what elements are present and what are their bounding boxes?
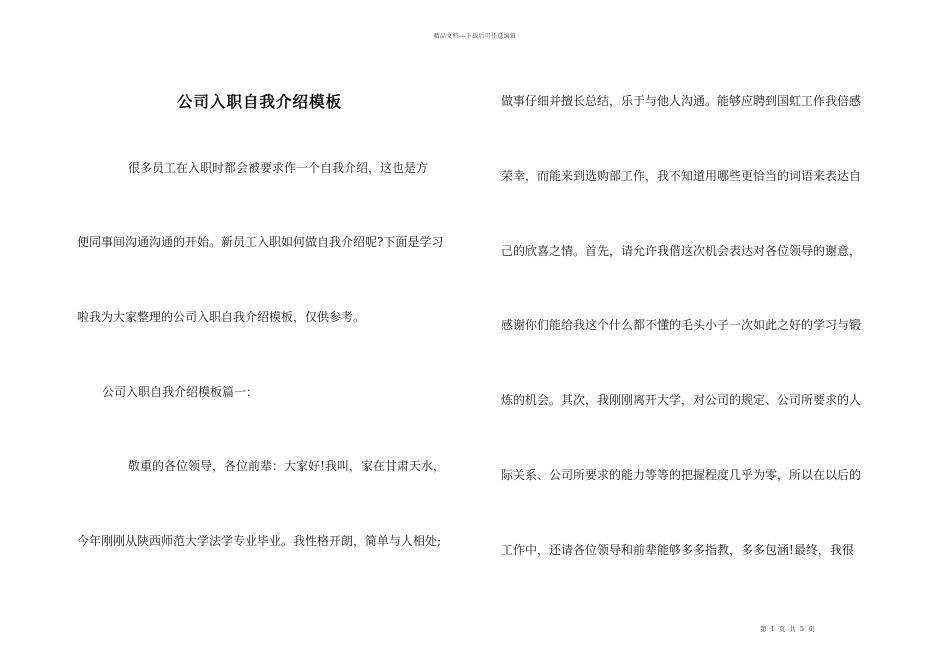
page-number: 第 1 页 共 5 页 xyxy=(760,625,816,633)
right-line-7: 工作中，还请各位领导和前辈能够多多指教，多多包涵!最终，我很 xyxy=(501,543,854,557)
right-line-2: 荣幸，而能来到选购部工作，我不知道用哪些更恰当的词语来表达自 xyxy=(501,169,862,183)
right-line-1: 做事仔细并擅长总结，乐于与他人沟通。能够应聘到国虹工作我倍感 xyxy=(501,94,862,108)
left-line-3: 啦我为大家整理的公司入职自我介绍模板，仅供参考。 xyxy=(77,310,366,324)
document-title: 公司入职自我介绍模板 xyxy=(177,93,343,111)
page-header: 精品文档---下载后可任意编辑 xyxy=(433,33,517,40)
left-section-heading: 公司入职自我介绍模板篇一： xyxy=(102,385,259,399)
right-line-5: 炼的机会。其次，我刚刚离开大学，对公司的规定、公司所要求的人 xyxy=(501,393,862,407)
left-line-2: 便同事间沟通沟通的开始。新员工入职如何做自我介绍呢?下面是学习 xyxy=(77,235,444,249)
left-line-1: 很多员工在入职时都会被要求作一个自我介绍，这也是方 xyxy=(128,161,429,175)
right-line-4: 感谢你们能给我这个什么都不懂的毛头小子一次如此之好的学习与锻 xyxy=(501,318,862,332)
right-line-3: 己的欣喜之情。首先，请允许我借这次机会表达对各位领导的谢意， xyxy=(501,244,862,258)
left-line-6: 今年刚刚从陕西师范大学法学专业毕业。我性格开朗，简单与人相处; xyxy=(77,534,442,548)
left-line-5: 敬重的各位领导，各位前辈：大家好!我叫，家在甘肃天水， xyxy=(128,459,445,473)
right-line-6: 际关系、公司所要求的能力等等的把握程度几乎为零，所以在以后的 xyxy=(501,468,862,482)
